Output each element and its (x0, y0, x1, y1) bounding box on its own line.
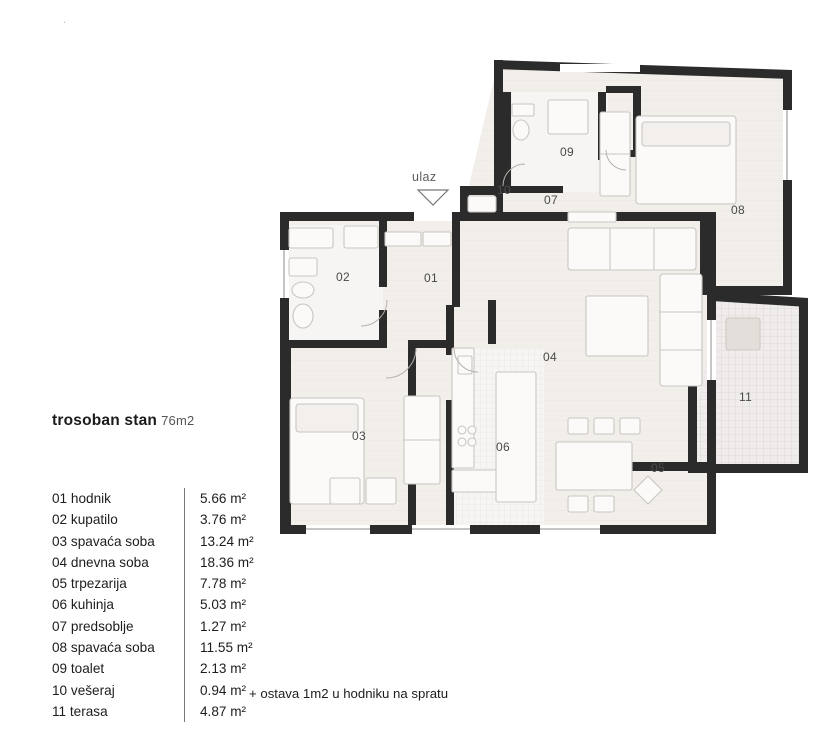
legend-room-area: 13.24 m² (200, 533, 254, 549)
legend-divider (184, 658, 192, 679)
legend-room-name: 04 dnevna soba (52, 554, 149, 570)
legend-room-area: 7.78 m² (200, 576, 247, 592)
legend-room-name: 01 hodnik (52, 491, 111, 506)
room-marker-03: 03 (352, 429, 366, 443)
legend-room-name: 09 toalet (52, 661, 105, 677)
legend-divider (184, 488, 192, 509)
legend-room-name: 11 terasa (52, 703, 108, 719)
legend-room-area: 5.66 m² (200, 491, 247, 506)
legend-room-area: 5.03 m² (200, 597, 247, 613)
legend-room-name: 10 vešeraj (52, 682, 115, 698)
legend-title-text: trosoban stan (52, 412, 158, 429)
room-marker-07: 07 (544, 193, 558, 207)
room-marker-05: 05 (651, 461, 665, 475)
legend-title-size: 76m2 (161, 413, 195, 428)
legend-divider (184, 594, 192, 615)
legend-divider (184, 509, 192, 530)
legend-divider (184, 552, 192, 573)
legend-room-name: 08 spavaća soba (52, 640, 155, 656)
legend-room-name: 03 spavaća soba (52, 533, 155, 549)
legend-divider (184, 637, 192, 658)
room-marker-10: 10 (497, 183, 511, 197)
legend-room-area: 2.13 m² (200, 661, 247, 677)
legend-room-name: 07 predsoblje (52, 618, 134, 634)
legend-divider (184, 701, 192, 722)
corner-dot-marker: . (63, 14, 67, 26)
legend-room-area: 0.94 m² (200, 682, 247, 698)
room-marker-04: 04 (543, 350, 557, 364)
legend-room-name: 02 kupatilo (52, 512, 118, 528)
legend-room-area: 11.55 m² (200, 640, 253, 656)
legend-room-table (52, 488, 254, 722)
legend-note: + ostava 1m2 u hodniku na spratu (249, 686, 449, 701)
legend-room-area: 4.87 m² (200, 703, 247, 719)
legend-room-area: 3.76 m² (200, 512, 247, 528)
room-marker-09: 09 (560, 145, 574, 159)
legend (52, 412, 312, 719)
room-marker-02: 02 (336, 270, 350, 284)
entrance-arrow (418, 190, 448, 205)
legend-room-name: 05 trpezarija (52, 576, 127, 592)
legend-divider (184, 531, 192, 552)
room-marker-01: 01 (424, 271, 438, 285)
room-marker-11: 11 (739, 390, 753, 404)
legend-divider (184, 680, 192, 701)
legend-divider (184, 573, 192, 594)
entrance-label: ulaz (412, 170, 437, 184)
legend-divider (184, 616, 192, 637)
legend-room-area: 18.36 m² (200, 554, 254, 570)
room-marker-08: 08 (731, 203, 745, 217)
legend-title (52, 412, 312, 430)
room-marker-06: 06 (496, 440, 510, 454)
legend-room-name: 06 kuhinja (52, 597, 114, 613)
legend-room-area: 1.27 m² (200, 618, 247, 634)
